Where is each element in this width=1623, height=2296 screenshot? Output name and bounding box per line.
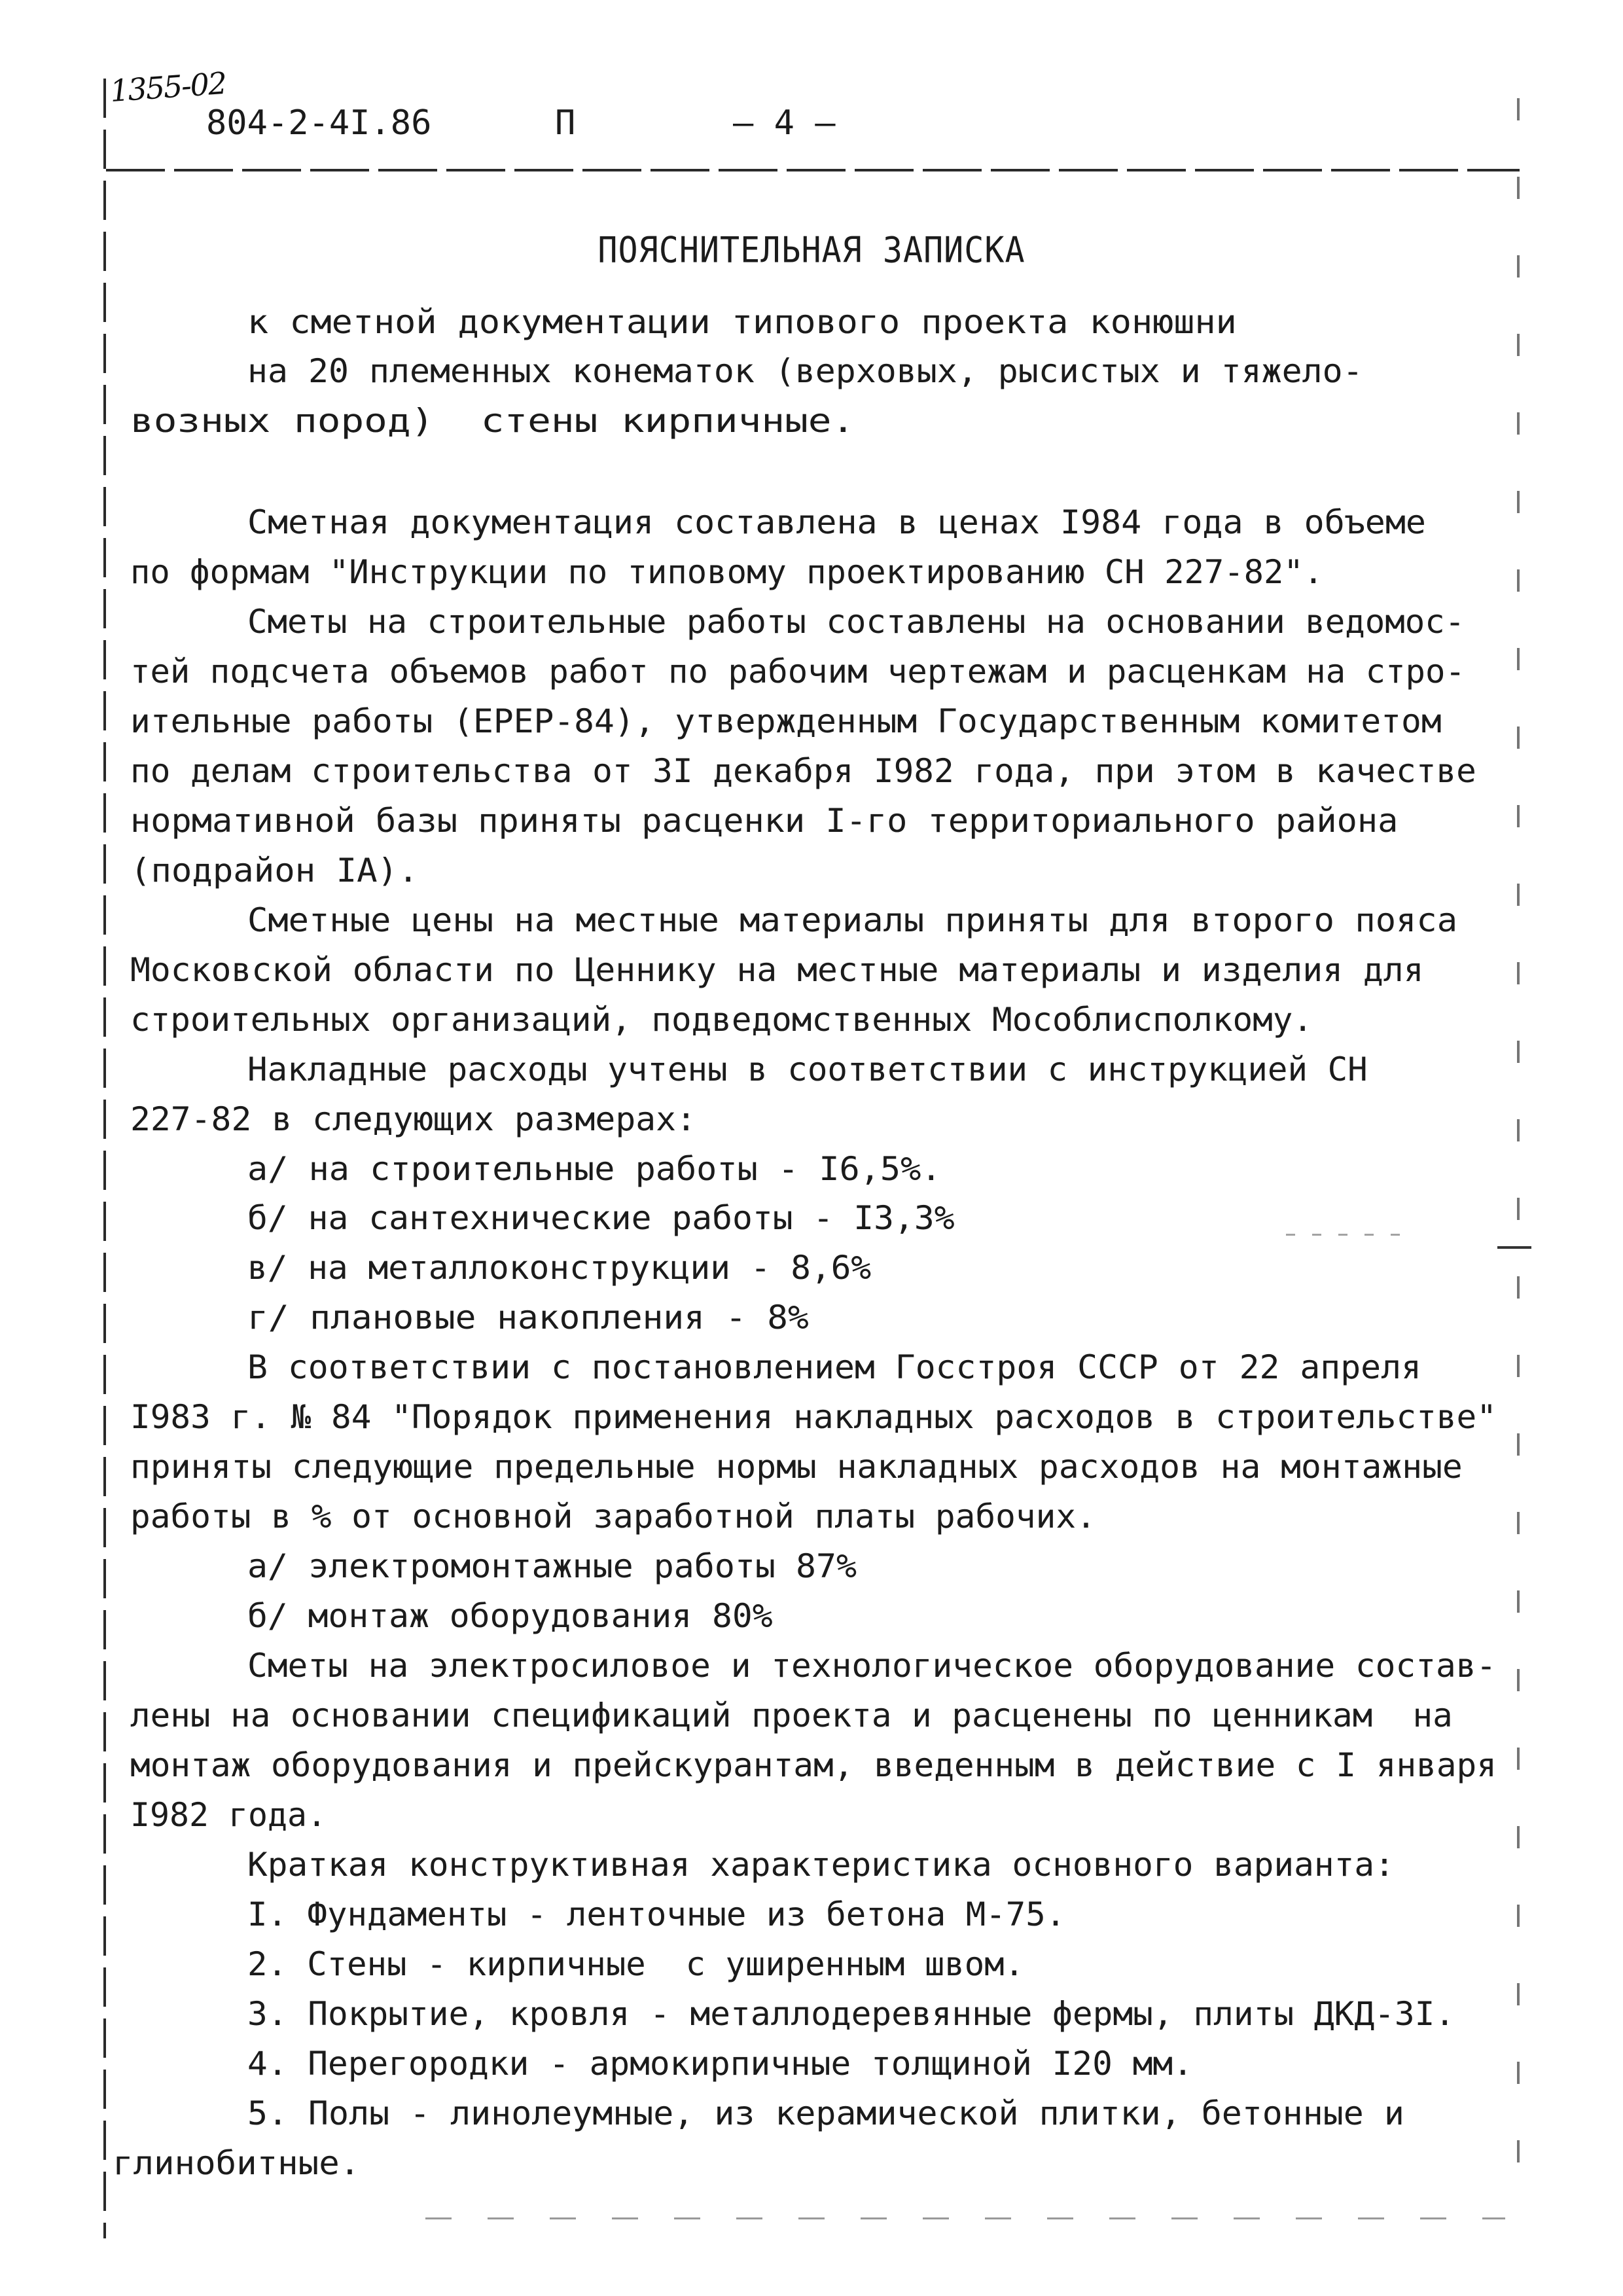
document-title: ПОЯСНИТЕЛЬНАЯ ЗАПИСКА <box>597 229 1026 271</box>
sheet-letter: П <box>555 103 576 143</box>
page-frame-left-border <box>103 79 106 2238</box>
page-number: — 4 — <box>733 103 836 143</box>
body-line: к сметной документации типового проекта конюшни <box>247 303 1237 341</box>
page-frame-bottom-border <box>425 2217 1505 2219</box>
body-line: монтаж оборудования и прейскурантам, введенным в действие с I января <box>130 1746 1497 1784</box>
body-line: приняты следующие предельные нормы накладных расходов на монтажные <box>130 1448 1463 1486</box>
body-line: тей подсчета объемов работ по рабочим чертежам и расценкам на стро- <box>130 653 1465 691</box>
body-line: Сметы на электросиловое и технологическое оборудование состав- <box>247 1647 1497 1685</box>
body-line: Накладные расходы учтены в соответствии с инструкцией СН <box>247 1050 1368 1088</box>
body-line: на 20 племенных конематок (верховых, рысистых и тяжело- <box>247 352 1363 390</box>
body-line: строительных организаций, подведомственных Мособлисполкому. <box>130 1001 1313 1039</box>
body-line: В соответствии с постановлением Госстроя СССР от 22 апреля <box>247 1348 1421 1386</box>
body-line: I982 года. <box>130 1796 327 1834</box>
page-frame-right-border <box>1517 98 1520 2219</box>
body-line: 3. Покрытие, кровля - металлодеревянные фермы, плиты ДКД-3I. <box>247 1995 1455 2033</box>
body-line: по формам "Инструкции по типовому проектированию СН 227-82". <box>130 553 1324 591</box>
body-line: работы в % от основной заработной платы рабочих. <box>130 1498 1096 1535</box>
body-line: а/ электромонтажные работы 87% <box>247 1547 857 1585</box>
body-line: а/ на строительные работы - I6,5%. <box>247 1150 942 1188</box>
body-line: в/ на металлоконструкции - 8,6% <box>247 1249 872 1287</box>
body-line: 2. Стены - кирпичные с уширенным швом. <box>247 1945 1024 1983</box>
body-line: Краткая конструктивная характеристика основного варианта: <box>247 1846 1395 1884</box>
body-line: Московской области по Ценнику на местные материалы и изделия для <box>130 951 1424 989</box>
body-line: Сметы на строительные работы составлены на основании ведомос- <box>247 603 1465 641</box>
body-line: лены на основании спецификаций проекта и расценены по ценникам на <box>130 1696 1453 1734</box>
body-line: ительные работы (ЕРЕР-84), утвержденным Государственным комитетом <box>130 702 1442 740</box>
body-line: I. Фундаменты - ленточные из бетона М-75. <box>247 1895 1066 1933</box>
body-line: г/ плановые накопления - 8% <box>247 1299 809 1336</box>
body-line: глинобитные. <box>113 2144 361 2182</box>
body-line: 5. Полы - линолеумные, из керамической плитки, бетонные и <box>247 2094 1404 2132</box>
body-line: (подрайон IA). <box>130 852 419 889</box>
margin-tick-mark <box>1497 1246 1531 1249</box>
body-line: нормативной базы приняты расценки I-го территориального района <box>130 802 1399 840</box>
body-line: I983 г. № 84 "Порядок применения накладных расходов в строительстве" <box>130 1398 1497 1436</box>
body-line: Сметная документация составлена в ценах I984 года в объеме <box>247 503 1426 541</box>
document-code: 804-2-4I.86 <box>206 103 432 143</box>
body-line: 4. Перегородки - армокирпичные толщиной I20 мм. <box>247 2045 1193 2083</box>
body-line: Сметные цены на местные материалы приняты для второго пояса <box>247 901 1458 939</box>
body-line: 227-82 в следующих размерах: <box>130 1100 696 1138</box>
body-line: по делам строительства от 3I декабря I982 года, при этом в качестве <box>130 752 1476 790</box>
body-line: б/ монтаж оборудования 80% <box>247 1597 773 1635</box>
margin-ink-mark <box>1286 1234 1404 1236</box>
header-divider-line <box>106 169 1520 171</box>
body-line: возных пород) стены кирпичные. <box>130 402 855 440</box>
body-line: б/ на сантехнические работы - I3,3% <box>247 1199 955 1237</box>
handwritten-archive-number: 1355-02 <box>109 65 227 109</box>
